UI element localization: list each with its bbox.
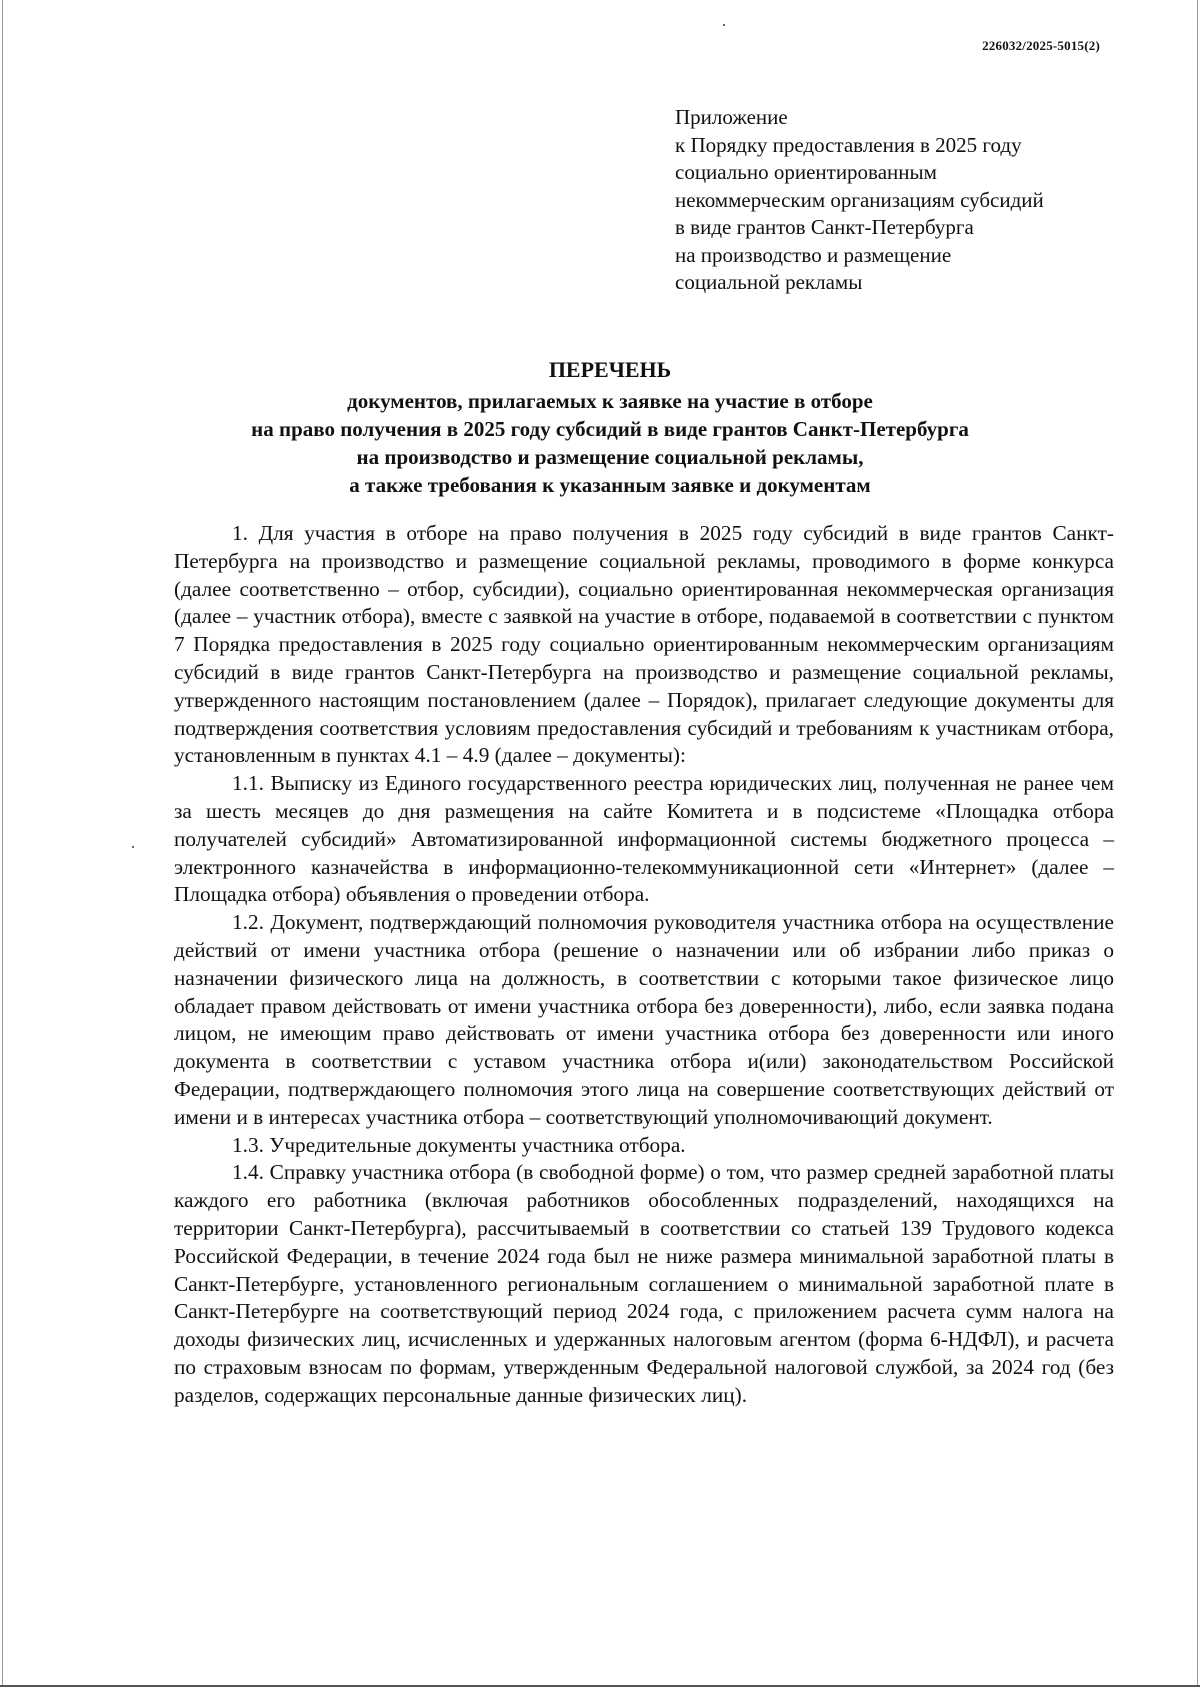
appendix-line: некоммерческим организациям субсидий <box>675 187 1044 212</box>
appendix-header <box>675 104 1115 297</box>
paragraph-1-1: 1.1. Выписку из Единого государственного реестра юридических лиц, полученная не ранее чем за шесть месяцев до дня размещения на сайте Комитета и в подсистеме «Площадка отбора получателей субсидий» Автоматизированной информационной системы бюджетного процесса – электронного казначейства в информационно-телекоммуникационной сети «Интернет» (далее – Площадка отбора) объявления о проведении отбора. <box>174 771 1114 907</box>
paragraph-1-3: 1.3. Учредительные документы участника отбора. <box>232 1132 686 1157</box>
title-line: а также требования к указанным заявке и документам <box>349 473 871 497</box>
title-line: на производство и размещение социальной рекламы, <box>356 445 864 469</box>
title-line: на право получения в 2025 году субсидий в виде грантов Санкт-Петербурга <box>251 417 969 441</box>
registration-number: 226032/2025-5015(2) <box>982 38 1100 53</box>
appendix-line: Приложение <box>675 105 788 129</box>
paragraph-1-2: 1.2. Документ, подтверждающий полномочия руководителя участника отбора на осуществление действий от имени участника отбора (решение о назначении или об избрании либо приказ о назначении физического лица на должность, в соответствии с которыми такое физическое лицо обладает правом действовать от имени участника отбора без доверенности), либо, если заявка подана лицом, не имеющим право действовать от имени участника отбора без доверенности или иного документа в соответствии с уставом участника отбора и(или) законодательством Российской Федерации, подтверждающего полномочия этого лица на совершение соответствующих действий от имени и в интересах участника отбора – соответствующий уполномочивающий документ. <box>174 910 1114 1129</box>
appendix-line: к Порядку предоставления в 2025 году <box>675 132 1022 157</box>
appendix-line: социально ориентированным <box>675 160 937 184</box>
title-line: документов, прилагаемых к заявке на участие в отборе <box>347 389 873 413</box>
scan-speck <box>723 24 725 26</box>
scan-speck <box>132 846 134 848</box>
appendix-line: в виде грантов Санкт-Петербурга <box>675 215 974 239</box>
document-body <box>174 520 1114 1410</box>
appendix-line: социальной рекламы <box>675 270 863 294</box>
paragraph-1-4: 1.4. Справку участника отбора (в свободной форме) о том, что размер средней заработной платы каждого его работника (включая работников обособленных подразделений, находящихся на территории Санкт-Петербурга), рассчитываемый в соответствии со статьей 139 Трудового кодекса Российской Федерации, в течение 2024 года был не ниже размера минимальной заработной платы в Санкт-Петербурге, установленного региональным соглашением о минимальной заработной плате в Санкт-Петербурге на соответствующий период 2024 года, с приложением расчета сумм налога на доходы физических лиц, исчисленных и удержанных налоговым агентом (форма 6-НДФЛ), и расчета по страховым взносам по формам, утвержденным Федеральной налоговой службой, за 2024 год (без разделов, содержащих персональные данные физических лиц). <box>174 1160 1114 1407</box>
appendix-line: на производство и размещение <box>675 242 952 267</box>
title-heading: ПЕРЕЧЕНЬ <box>548 357 672 382</box>
scan-edge-right <box>1197 0 1198 1687</box>
paragraph-1: 1. Для участия в отборе на право получения в 2025 году субсидий в виде грантов Санкт-Петербурга на производство и размещение социальной рекламы, проводимого в форме конкурса (далее соответственно – отбор, субсидии), социально ориентированная некоммерческая организация (далее – участник отбора), вместе с заявкой на участие в отборе, подаваемой в соответствии с пунктом 7 Порядка предоставления в 2025 году социально ориентированным некоммерческим организациям субсидий в виде грантов Санкт-Петербурга на производство и размещение социальной рекламы, утвержденного настоящим постановлением (далее – Порядок), прилагает следующие документы для подтверждения соответствия условиям предоставления субсидий и требованиям к участникам отбора, установленным в пунктах 4.1 – 4.9 (далее – документы): <box>174 521 1114 768</box>
scan-edge-left <box>2 0 3 1687</box>
document-title <box>160 355 1060 499</box>
